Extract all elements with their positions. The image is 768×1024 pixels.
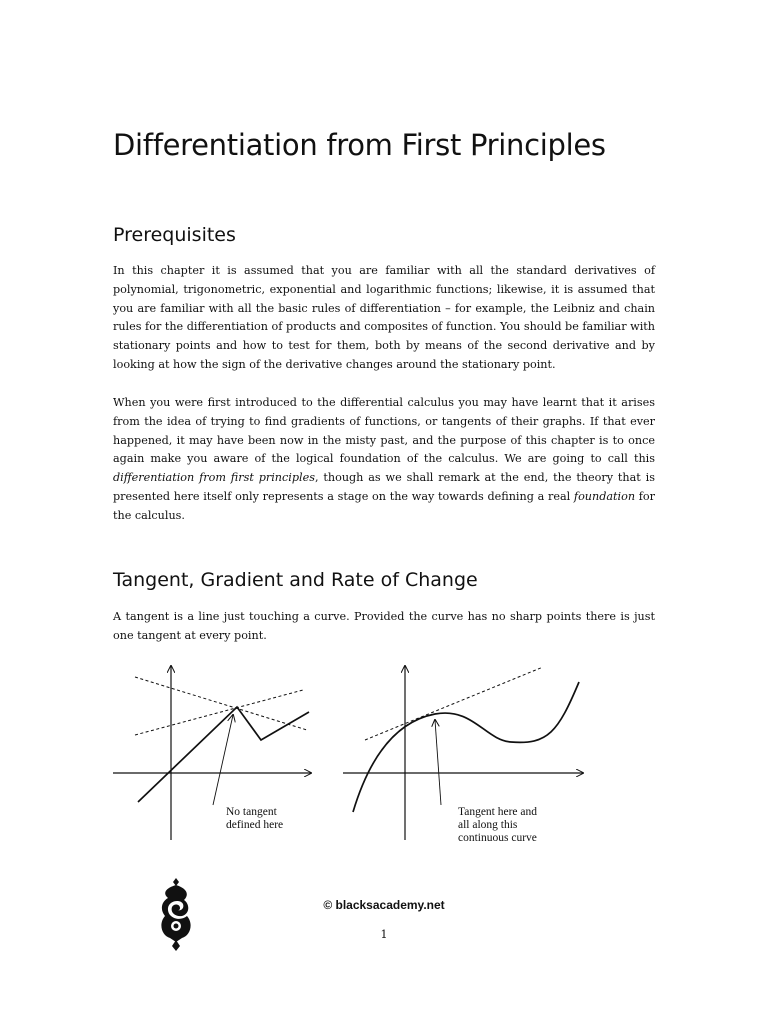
caption-line: all along this [458, 819, 518, 831]
emphasis-first-principles: differentiation from first principles [113, 471, 315, 485]
right-dashed-tangent [365, 667, 543, 740]
paragraph-text: for the calculus. [113, 489, 656, 522]
paragraph-prerequisites-1 [113, 262, 655, 375]
left-caption [226, 806, 283, 832]
page-title: Differentiation from First Principles [113, 128, 606, 162]
paragraph-text: In this chapter it is assumed that you are familiar with all the standard derivatives of polynomial, trigonometric, exponential and logarithmic functions; likewise, it is assumed that you are familiar with all the basic rules of differentiation – for example, the Leibniz and chain rules for the differentiation of products and composites of function. You should be familiar with stationary points and how to test for them, both by means of the second derivative and by looking at how the sign of the derivative changes around the stationary point. [113, 264, 655, 371]
copyright-notice: © blacksacademy.net [323, 898, 445, 912]
left-sharp-curve [138, 707, 309, 802]
left-caption-arrow [213, 715, 233, 805]
paragraph-tangent-1 [113, 608, 655, 646]
right-caption [458, 806, 537, 845]
ornament-logo-icon [156, 876, 196, 952]
right-smooth-curve [353, 682, 579, 812]
paragraph-prerequisites-2 [113, 394, 655, 526]
section-heading-tangent: Tangent, Gradient and Rate of Change [113, 569, 478, 591]
caption-line: continuous curve [458, 832, 537, 844]
tangent-figure [113, 662, 593, 847]
page-number: 1 [380, 928, 388, 941]
caption-line: Tangent here and [458, 806, 538, 818]
left-dashed-tangent-2 [135, 690, 303, 735]
right-caption-arrow [435, 720, 441, 805]
caption-line: No tangent [226, 806, 277, 818]
caption-line: defined here [226, 819, 284, 831]
paragraph-text: A tangent is a line just touching a curve. Provided the curve has no sharp points there is just one tangent at every point. [113, 610, 655, 642]
paragraph-text: When you were first introduced to the differential calculus you may have learnt that it arises from the idea of trying to find gradients of functions, or tangents of their graphs. If that ever happened, it may have been now in the misty past, and the purpose of this chapter is to once again make you aware of the logical foundation of the calculus. We are going to call this [113, 396, 655, 466]
paragraph-text: , though as we shall remark at the end, the theory that is presented here itself only represents a stage on the way towards defining a real [113, 471, 655, 503]
emphasis-foundation: foundation [573, 489, 636, 503]
section-heading-prerequisites: Prerequisites [113, 224, 236, 246]
blacksacademy-logo [156, 876, 196, 957]
